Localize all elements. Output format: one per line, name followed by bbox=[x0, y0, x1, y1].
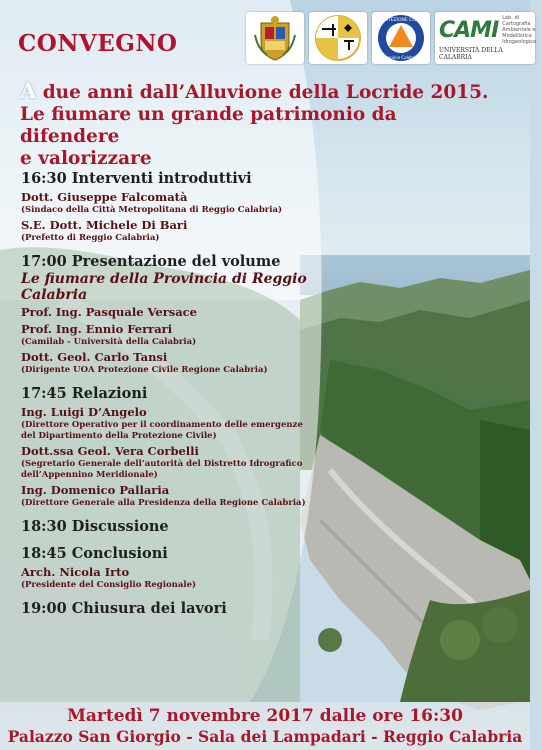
speaker-role: (Prefetto di Reggio Calabria) bbox=[21, 233, 160, 243]
camilab-name: CAMI bbox=[439, 17, 499, 43]
headline-line3: e valorizzare bbox=[20, 148, 152, 169]
university-name: UNIVERSITÀ DELLA CALABRIA bbox=[439, 47, 503, 61]
speaker-role: (Camilab - Università della Calabria) bbox=[21, 337, 197, 347]
session-title: 19:00 Chiusura dei lavori bbox=[21, 600, 227, 617]
svg-text:Regione Calabria: Regione Calabria bbox=[384, 55, 418, 60]
session-title: 18:30 Discussione bbox=[21, 518, 169, 535]
event-date: Martedì 7 novembre 2017 dalle ore 16:30 bbox=[67, 706, 463, 726]
book-title: Le fiumare della Provincia di Reggio Calabria bbox=[21, 271, 307, 303]
session-6 bbox=[21, 600, 311, 618]
speaker-role: (Direttore Operativo per il coordinamento delle emergenze del Dipartimento della Protezione Civile) bbox=[21, 420, 303, 441]
speaker-name: Dott. Giuseppe Falcomatà bbox=[21, 190, 188, 204]
camilab-logo bbox=[435, 12, 535, 64]
event-venue: Palazzo San Giorgio - Sala dei Lampadari - Reggio Calabria bbox=[7, 727, 523, 746]
protezione-civile-logo bbox=[372, 12, 430, 64]
speaker-role: (Presidente del Consiglio Regionale) bbox=[21, 580, 196, 590]
calabria-coat-of-arms-logo bbox=[246, 12, 304, 64]
headline-initial: A bbox=[20, 78, 37, 103]
logos-row bbox=[246, 12, 535, 64]
speaker-name: S.E. Dott. Michele Di Bari bbox=[21, 218, 188, 232]
session-title: 16:30 Interventi introduttivi bbox=[21, 170, 252, 187]
headline-line2: Le fiumare un grande patrimonio da difendere bbox=[20, 104, 397, 147]
program bbox=[21, 170, 311, 627]
speaker-role: (Sindaco della Città Metropolitana di Reggio Calabria) bbox=[21, 205, 282, 215]
session-3 bbox=[21, 385, 311, 509]
speaker-name: Prof. Ing. Ennio Ferrari bbox=[21, 322, 173, 336]
speaker-name: Dott.ssa Geol. Vera Corbelli bbox=[21, 444, 199, 458]
speaker-name: Arch. Nicola Irto bbox=[21, 565, 130, 579]
speaker-role: (Segretario Generale dell’autorità del Distretto Idrografico dell’Appennino Meridionale) bbox=[21, 459, 303, 480]
calabria-region-logo bbox=[309, 12, 367, 64]
page-title: CONVEGNO bbox=[18, 30, 178, 57]
session-title: 17:45 Relazioni bbox=[21, 385, 148, 402]
session-5 bbox=[21, 545, 311, 591]
session-title: 18:45 Conclusioni bbox=[21, 545, 168, 562]
speaker-role: (Direttore Generale alla Presidenza della Regione Calabria) bbox=[21, 498, 306, 508]
speaker-role: (Dirigente UOA Protezione Civile Regione Calabria) bbox=[21, 365, 268, 375]
camilab-desc: Lab. di Cartografia Ambientale e Modellistica Idrogeologica bbox=[502, 15, 537, 45]
speaker-name: Ing. Domenico Pallaria bbox=[21, 483, 170, 497]
speaker-name: Dott. Geol. Carlo Tansi bbox=[21, 350, 168, 364]
speaker-name: Ing. Luigi D’Angelo bbox=[21, 405, 147, 419]
speaker-name: Prof. Ing. Pasquale Versace bbox=[21, 305, 198, 319]
session-2 bbox=[21, 253, 311, 376]
session-4 bbox=[21, 518, 311, 536]
headline-line1: due anni dall’Alluvione della Locride 2015. bbox=[36, 82, 489, 103]
session-title: 17:00 Presentazione del volume bbox=[21, 253, 281, 270]
session-1 bbox=[21, 170, 311, 244]
event-headline bbox=[20, 80, 500, 170]
svg-text:PROTEZIONE CIVILE: PROTEZIONE CIVILE bbox=[378, 18, 424, 23]
